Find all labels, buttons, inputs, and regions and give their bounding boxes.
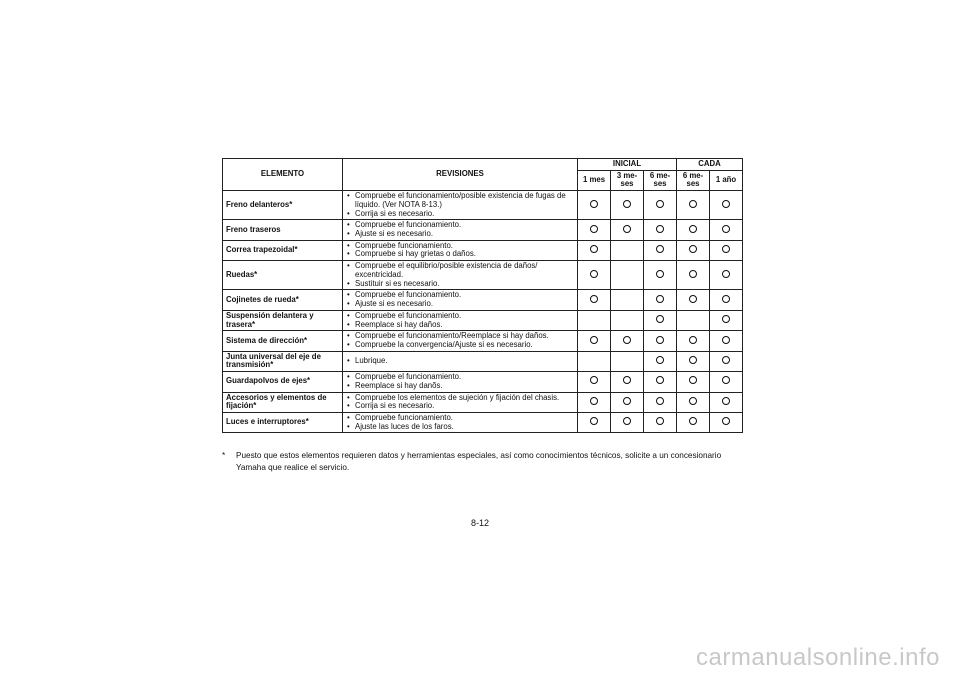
revision-item: • Compruebe el funcionamiento. (346, 312, 574, 321)
page-number: 8-12 (470, 518, 489, 528)
circle-mark-icon (590, 417, 598, 425)
row-elemento: Junta universal del eje de transmisión* (223, 351, 343, 371)
circle-mark-icon (590, 200, 598, 208)
header-inicial: INICIAL (578, 159, 677, 171)
interval-cell (677, 261, 710, 290)
circle-mark-icon (689, 336, 697, 344)
row-elemento: Accesorios y elementos de fijación* (223, 392, 343, 412)
circle-mark-icon (689, 356, 697, 364)
row-revisiones (343, 351, 578, 371)
interval-cell (611, 310, 644, 330)
circle-mark-icon (590, 397, 598, 405)
table-row (223, 372, 743, 392)
circle-mark-icon (623, 417, 631, 425)
interval-cell (677, 372, 710, 392)
circle-mark-icon (689, 417, 697, 425)
header-col-1-mes: 1 mes (578, 170, 611, 190)
interval-cell (644, 191, 677, 220)
revision-item: • Lubrique. (346, 357, 574, 366)
table-body (223, 191, 743, 433)
revision-item: • Compruebe el funcionamiento. (346, 373, 574, 382)
row-revisiones (343, 220, 578, 240)
row-elemento: Sistema de dirección* (223, 331, 343, 351)
interval-cell (644, 351, 677, 371)
row-revisiones (343, 191, 578, 220)
row-revisiones (343, 310, 578, 330)
circle-mark-icon (722, 376, 730, 384)
circle-mark-icon (656, 336, 664, 344)
interval-cell (578, 290, 611, 310)
header-col-6-meses-inicial: 6 me-ses (644, 170, 677, 190)
interval-cell (677, 240, 710, 260)
revision-list (346, 414, 574, 431)
circle-mark-icon (722, 336, 730, 344)
circle-mark-icon (656, 245, 664, 253)
circle-mark-icon (722, 397, 730, 405)
interval-cell (578, 310, 611, 330)
interval-cell (710, 351, 743, 371)
circle-mark-icon (722, 225, 730, 233)
row-elemento: Suspensión delantera y trasera* (223, 310, 343, 330)
row-elemento: Guardapolvos de ejes* (223, 372, 343, 392)
interval-cell (578, 351, 611, 371)
revision-item: • Reemplace si hay daños. (346, 321, 574, 330)
table-row (223, 261, 743, 290)
interval-cell (578, 261, 611, 290)
circle-mark-icon (590, 376, 598, 384)
interval-cell (578, 220, 611, 240)
maintenance-table (222, 158, 743, 433)
row-revisiones (343, 372, 578, 392)
header-col-3-meses: 3 me-ses (611, 170, 644, 190)
revision-item: • Compruebe funcionamiento. (346, 242, 574, 251)
interval-cell (710, 220, 743, 240)
circle-mark-icon (656, 200, 664, 208)
revision-list (346, 291, 574, 308)
revision-item: • Compruebe los elementos de sujeción y fijación del chasis. (346, 394, 574, 403)
row-elemento: Freno delanteros* (223, 191, 343, 220)
row-revisiones (343, 261, 578, 290)
interval-cell (677, 412, 710, 432)
interval-cell (710, 392, 743, 412)
circle-mark-icon (689, 225, 697, 233)
circle-mark-icon (722, 245, 730, 253)
interval-cell (677, 310, 710, 330)
circle-mark-icon (656, 270, 664, 278)
interval-cell (611, 240, 644, 260)
table-row (223, 240, 743, 260)
circle-mark-icon (722, 417, 730, 425)
row-elemento: Luces e interruptores* (223, 412, 343, 432)
circle-mark-icon (656, 376, 664, 384)
circle-mark-icon (590, 336, 598, 344)
interval-cell (677, 290, 710, 310)
interval-cell (578, 372, 611, 392)
interval-cell (677, 191, 710, 220)
circle-mark-icon (689, 376, 697, 384)
revision-item: • Compruebe el funcionamiento. (346, 291, 574, 300)
footnote-text: Puesto que estos elementos requieren datos y herramientas especiales, así como conocimientos técnicos, solicite a un concesionario Yamaha que realice el servicio. (236, 451, 722, 472)
table-row (223, 290, 743, 310)
table-row (223, 351, 743, 371)
revision-item: • Ajuste si es necesario. (346, 230, 574, 239)
interval-cell (710, 310, 743, 330)
row-elemento: Freno traseros (223, 220, 343, 240)
interval-cell (710, 372, 743, 392)
interval-cell (644, 290, 677, 310)
interval-cell (710, 261, 743, 290)
interval-cell (644, 412, 677, 432)
table-row (223, 331, 743, 351)
interval-cell (710, 240, 743, 260)
interval-cell (710, 412, 743, 432)
interval-cell (644, 392, 677, 412)
table-row (223, 392, 743, 412)
interval-cell (578, 331, 611, 351)
revision-list (346, 192, 574, 218)
revision-list (346, 242, 574, 259)
revision-list (346, 373, 574, 390)
row-elemento: Correa trapezoidal* (223, 240, 343, 260)
interval-cell (644, 372, 677, 392)
revision-list (346, 332, 574, 349)
circle-mark-icon (590, 295, 598, 303)
circle-mark-icon (590, 225, 598, 233)
interval-cell (710, 331, 743, 351)
circle-mark-icon (623, 225, 631, 233)
revision-item: • Ajuste si es necesario. (346, 300, 574, 309)
header-elemento: ELEMENTO (223, 159, 343, 191)
table-row (223, 412, 743, 432)
interval-cell (644, 261, 677, 290)
circle-mark-icon (590, 245, 598, 253)
interval-cell (644, 331, 677, 351)
revision-item: • Compruebe el funcionamiento. (346, 221, 574, 230)
circle-mark-icon (722, 200, 730, 208)
header-col-6-meses-cada: 6 me-ses (677, 170, 710, 190)
interval-cell (611, 392, 644, 412)
revision-item: • Compruebe el funcionamiento/posible existencia de fugas de líquido. (Ver NOTA 8-13.) (346, 192, 574, 209)
circle-mark-icon (656, 356, 664, 364)
circle-mark-icon (689, 397, 697, 405)
interval-cell (578, 412, 611, 432)
circle-mark-icon (689, 245, 697, 253)
circle-mark-icon (623, 336, 631, 344)
circle-mark-icon (590, 270, 598, 278)
revision-list (346, 312, 574, 329)
revision-list (346, 394, 574, 411)
interval-cell (578, 191, 611, 220)
row-revisiones (343, 240, 578, 260)
circle-mark-icon (722, 295, 730, 303)
watermark: carmanualsonline.info (696, 644, 940, 671)
circle-mark-icon (722, 356, 730, 364)
interval-cell (644, 310, 677, 330)
circle-mark-icon (656, 397, 664, 405)
interval-cell (710, 290, 743, 310)
interval-cell (710, 191, 743, 220)
circle-mark-icon (623, 200, 631, 208)
revision-item: • Corrija si es necesario. (346, 210, 574, 219)
row-revisiones (343, 412, 578, 432)
revision-item: • Sustituir si es necesario. (346, 280, 574, 289)
interval-cell (611, 220, 644, 240)
revision-item: • Compruebe el equilibrio/posible existencia de daños/ excentricidad. (346, 262, 574, 279)
revision-list (346, 262, 574, 288)
revision-item: • Corrija si es necesario. (346, 402, 574, 411)
circle-mark-icon (656, 225, 664, 233)
interval-cell (677, 331, 710, 351)
interval-cell (677, 220, 710, 240)
interval-cell (611, 261, 644, 290)
table-row (223, 191, 743, 220)
row-elemento: Cojinetes de rueda* (223, 290, 343, 310)
revision-item: • Compruebe el funcionamiento/Reemplace si hay daños. (346, 332, 574, 341)
row-revisiones (343, 290, 578, 310)
revision-item: • Compruebe funcionamiento. (346, 414, 574, 423)
circle-mark-icon (656, 315, 664, 323)
interval-cell (677, 351, 710, 371)
revision-item: • Ajuste las luces de los faros. (346, 423, 574, 432)
circle-mark-icon (689, 295, 697, 303)
interval-cell (611, 351, 644, 371)
row-revisiones (343, 331, 578, 351)
revision-item: • Compruebe si hay grietas o daños. (346, 250, 574, 259)
interval-cell (611, 412, 644, 432)
circle-mark-icon (623, 376, 631, 384)
row-elemento: Ruedas* (223, 261, 343, 290)
circle-mark-icon (689, 270, 697, 278)
table-row (223, 220, 743, 240)
footnote (222, 450, 746, 474)
interval-cell (644, 220, 677, 240)
header-cada: CADA (677, 159, 743, 171)
interval-cell (578, 392, 611, 412)
circle-mark-icon (722, 315, 730, 323)
header-col-1-ano: 1 año (710, 170, 743, 190)
revision-list (346, 221, 574, 238)
circle-mark-icon (623, 397, 631, 405)
header-revisiones: REVISIONES (343, 159, 578, 191)
interval-cell (677, 392, 710, 412)
interval-cell (644, 240, 677, 260)
row-revisiones (343, 392, 578, 412)
interval-cell (611, 331, 644, 351)
interval-cell (611, 191, 644, 220)
circle-mark-icon (656, 417, 664, 425)
interval-cell (611, 290, 644, 310)
revision-item: • Compruebe la convergencia/Ajuste si es necesario. (346, 341, 574, 350)
interval-cell (611, 372, 644, 392)
circle-mark-icon (689, 200, 697, 208)
footnote-marker: * (222, 451, 226, 460)
revision-item: • Reemplace si hay danõs. (346, 382, 574, 391)
circle-mark-icon (656, 295, 664, 303)
circle-mark-icon (722, 270, 730, 278)
revision-list (346, 357, 574, 366)
interval-cell (578, 240, 611, 260)
table-row (223, 310, 743, 330)
